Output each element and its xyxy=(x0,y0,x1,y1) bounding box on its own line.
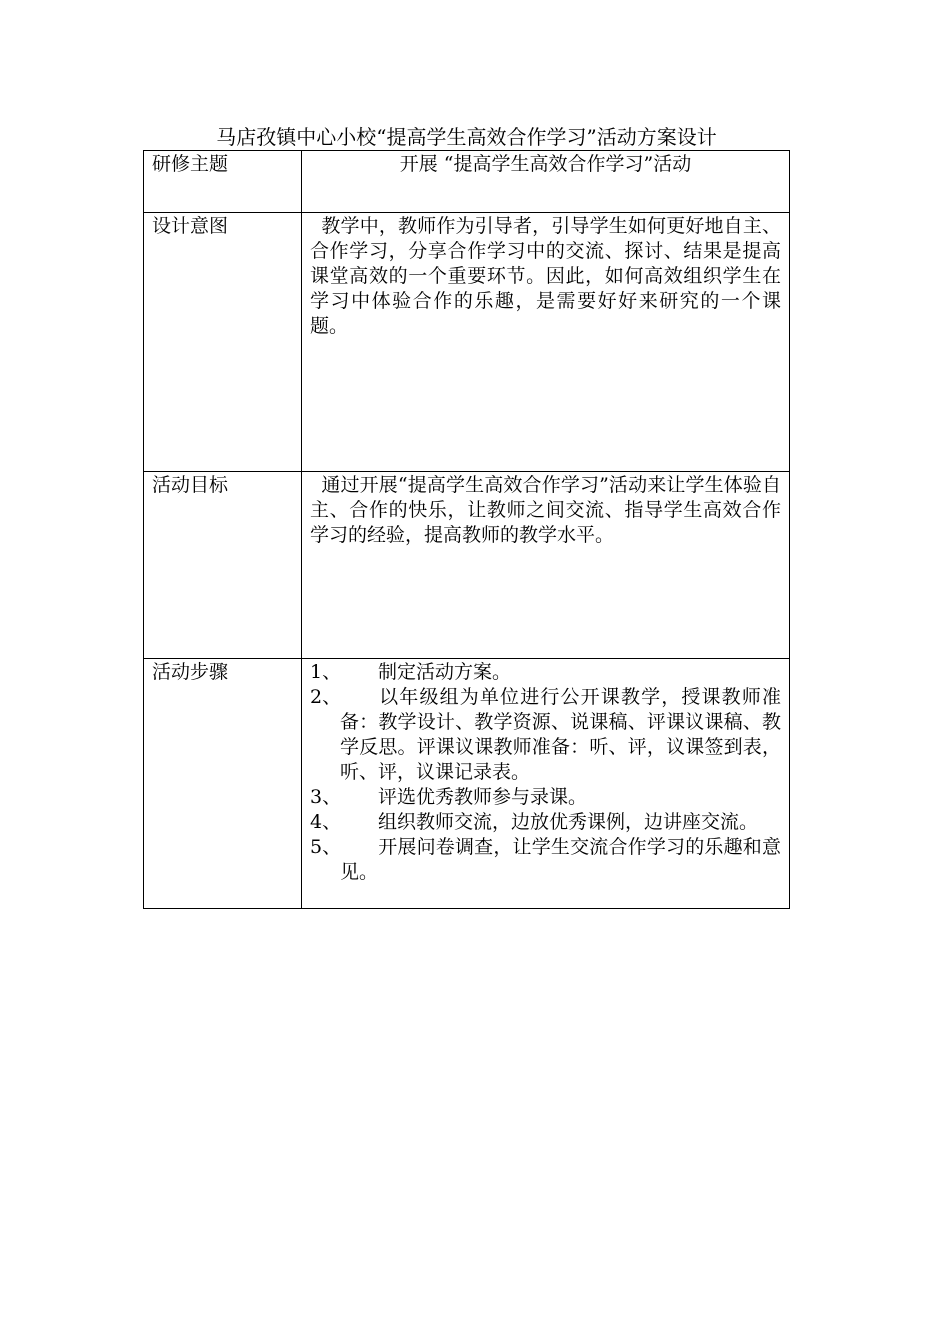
step-text: 组织教师交流，边放优秀课例，边讲座交流。 xyxy=(378,811,759,833)
theme-content-cell xyxy=(302,151,790,213)
theme-content: 开展 “提高学生高效合作学习”活动 xyxy=(399,153,692,175)
plan-table xyxy=(143,150,790,909)
step-number: 1、 xyxy=(310,661,342,683)
steps-list xyxy=(310,660,781,885)
table-row-goal xyxy=(144,472,790,659)
intent-content-cell xyxy=(302,213,790,472)
step-number: 4、 xyxy=(310,811,342,833)
step-number: 3、 xyxy=(310,786,342,808)
step-text: 评选优秀教师参与录课。 xyxy=(378,786,588,808)
document-title: 马店孜镇中心小校“提高学生高效合作学习”活动方案设计 xyxy=(216,125,717,149)
steps-label: 活动步骤 xyxy=(144,659,302,909)
table-row-theme xyxy=(144,151,790,213)
step-text: 以年级组为单位进行公开课教学，授课教师准备：教学设计、教学资源、说课稿、评课议课稿、教学反思。评课议课教师准备：听、评，议课签到表，听、评，议课记录表。 xyxy=(340,686,781,783)
table-row-steps xyxy=(144,659,790,909)
goal-content: 通过开展“提高学生高效合作学习”活动来让学生体验自主、合作的快乐，让教师之间交流、指导学生高效合作学习的经验，提高教师的教学水平。 xyxy=(310,474,781,546)
list-item xyxy=(310,810,781,835)
list-item xyxy=(310,785,781,810)
step-text: 制定活动方案。 xyxy=(378,661,512,683)
step-text: 开展问卷调查，让学生交流合作学习的乐趣和意见。 xyxy=(340,836,781,883)
step-number: 2、 xyxy=(310,686,342,708)
steps-content-cell xyxy=(302,659,790,909)
theme-label: 研修主题 xyxy=(144,151,302,213)
goal-content-cell xyxy=(302,472,790,659)
list-item xyxy=(310,835,781,885)
intent-label: 设计意图 xyxy=(144,213,302,472)
table-row-intent xyxy=(144,213,790,472)
intent-content: 教学中，教师作为引导者，引导学生如何更好地自主、合作学习，分享合作学习中的交流、探讨、结果是提高课堂高效的一个重要环节。因此，如何高效组织学生在学习中体验合作的乐趣，是需要好好来研究的一个课题。 xyxy=(310,215,781,337)
step-number: 5、 xyxy=(310,836,342,858)
goal-label: 活动目标 xyxy=(144,472,302,659)
list-item xyxy=(310,660,781,685)
list-item xyxy=(310,685,781,785)
